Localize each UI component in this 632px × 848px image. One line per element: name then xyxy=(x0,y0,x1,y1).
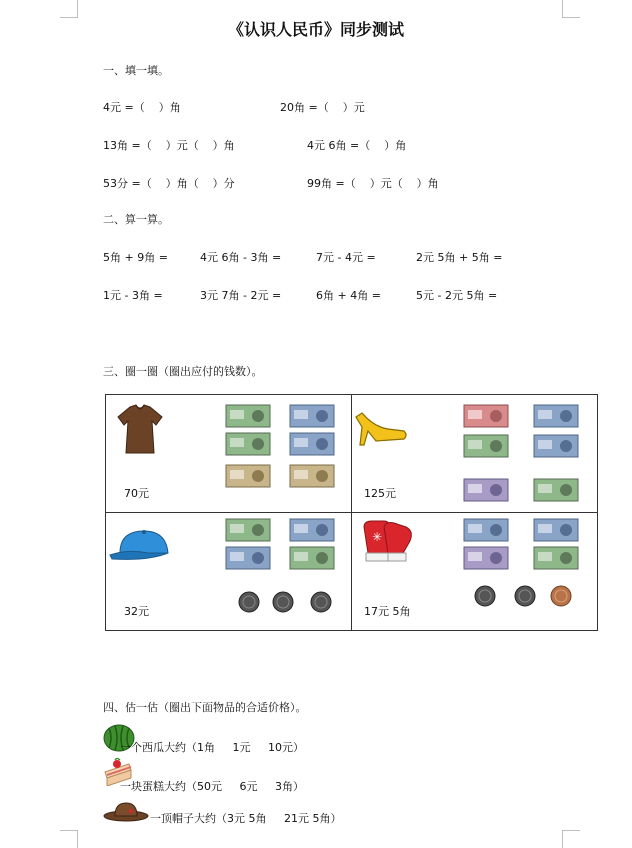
banknote-icon xyxy=(226,465,270,487)
fill-question: 4元 =（ ）角 xyxy=(103,101,181,114)
section-heading: 三、圈一圈（圈出应付的钱数）。 xyxy=(103,365,263,378)
banknote-icon xyxy=(290,405,334,427)
price-label: 32元 xyxy=(124,605,149,618)
page-corner-mark xyxy=(562,830,580,848)
page-corner-mark xyxy=(60,830,78,848)
banknote-icon xyxy=(464,405,508,427)
banknote-icon xyxy=(290,465,334,487)
coin-icon xyxy=(238,591,260,613)
banknote-icon xyxy=(226,547,270,569)
fill-question: 99角 =（ ）元（ ）角 xyxy=(307,177,439,190)
fill-question: 53分 =（ ）角（ ）分 xyxy=(103,177,235,190)
coin-icon xyxy=(514,585,536,607)
banknote-icon xyxy=(290,433,334,455)
estimate-question: 一个西瓜大约（1角 1元 10元） xyxy=(120,741,304,754)
calc-question: 3元 7角 - 2元 = xyxy=(200,289,282,302)
banknote-icon xyxy=(464,519,508,541)
banknote-icon xyxy=(534,435,578,457)
banknote-icon xyxy=(226,433,270,455)
section-heading: 四、估一估（圈出下面物品的合适价格）。 xyxy=(103,701,307,714)
section-heading: 一、填一填。 xyxy=(103,64,169,77)
banknote-icon xyxy=(534,547,578,569)
price-label: 70元 xyxy=(124,487,149,500)
page-title: 《认识人民币》同步测试 xyxy=(227,20,404,39)
mittens-icon xyxy=(360,519,416,565)
banknote-icon xyxy=(534,519,578,541)
estimate-question: 一顶帽子大约（3元 5角 21元 5角） xyxy=(150,812,342,825)
calc-question: 5角 + 9角 = xyxy=(103,251,168,264)
grid-cell-cap xyxy=(106,513,352,630)
banknote-icon xyxy=(290,519,334,541)
page-corner-mark xyxy=(60,0,78,18)
calc-question: 2元 5角 + 5角 = xyxy=(416,251,503,264)
high-heel-shoe-icon xyxy=(354,409,410,449)
cap-icon xyxy=(108,527,172,563)
calc-question: 5元 - 2元 5角 = xyxy=(416,289,498,302)
banknote-group-icon xyxy=(224,517,344,573)
grid-cell-dress xyxy=(106,395,352,513)
money-grid xyxy=(105,394,598,631)
copper-coin-icon xyxy=(550,585,572,607)
banknote-icon xyxy=(290,547,334,569)
fill-question: 20角 =（ ）元 xyxy=(280,101,365,114)
hat-icon xyxy=(103,800,149,822)
banknote-group-icon xyxy=(462,517,582,573)
banknote-icon xyxy=(534,405,578,427)
grid-cell-shoe xyxy=(352,395,597,513)
banknote-group-icon xyxy=(224,403,344,493)
page-corner-mark xyxy=(562,0,580,18)
section-heading: 二、算一算。 xyxy=(103,213,169,226)
coin-icon xyxy=(310,591,332,613)
banknote-icon xyxy=(534,479,578,501)
calc-question: 6角 + 4角 = xyxy=(316,289,381,302)
estimate-question: 一块蛋糕大约（50元 6元 3角） xyxy=(120,780,304,793)
price-label: 125元 xyxy=(364,487,396,500)
coin-icon xyxy=(272,591,294,613)
banknote-icon xyxy=(464,435,508,457)
dress-icon xyxy=(116,403,164,455)
coin-icon xyxy=(474,585,496,607)
fill-question: 4元 6角 =（ ）角 xyxy=(307,139,407,152)
svg-text:✳: ✳ xyxy=(372,530,383,544)
banknote-icon xyxy=(464,479,508,501)
grid-cell-mittens xyxy=(352,513,597,630)
banknote-group-icon xyxy=(462,403,582,503)
banknote-icon xyxy=(226,519,270,541)
calc-question: 1元 - 3角 = xyxy=(103,289,163,302)
banknote-icon xyxy=(464,547,508,569)
calc-question: 7元 - 4元 = xyxy=(316,251,376,264)
calc-question: 4元 6角 - 3角 = xyxy=(200,251,282,264)
banknote-icon xyxy=(226,405,270,427)
fill-question: 13角 =（ ）元（ ）角 xyxy=(103,139,235,152)
price-label: 17元 5角 xyxy=(364,605,411,618)
